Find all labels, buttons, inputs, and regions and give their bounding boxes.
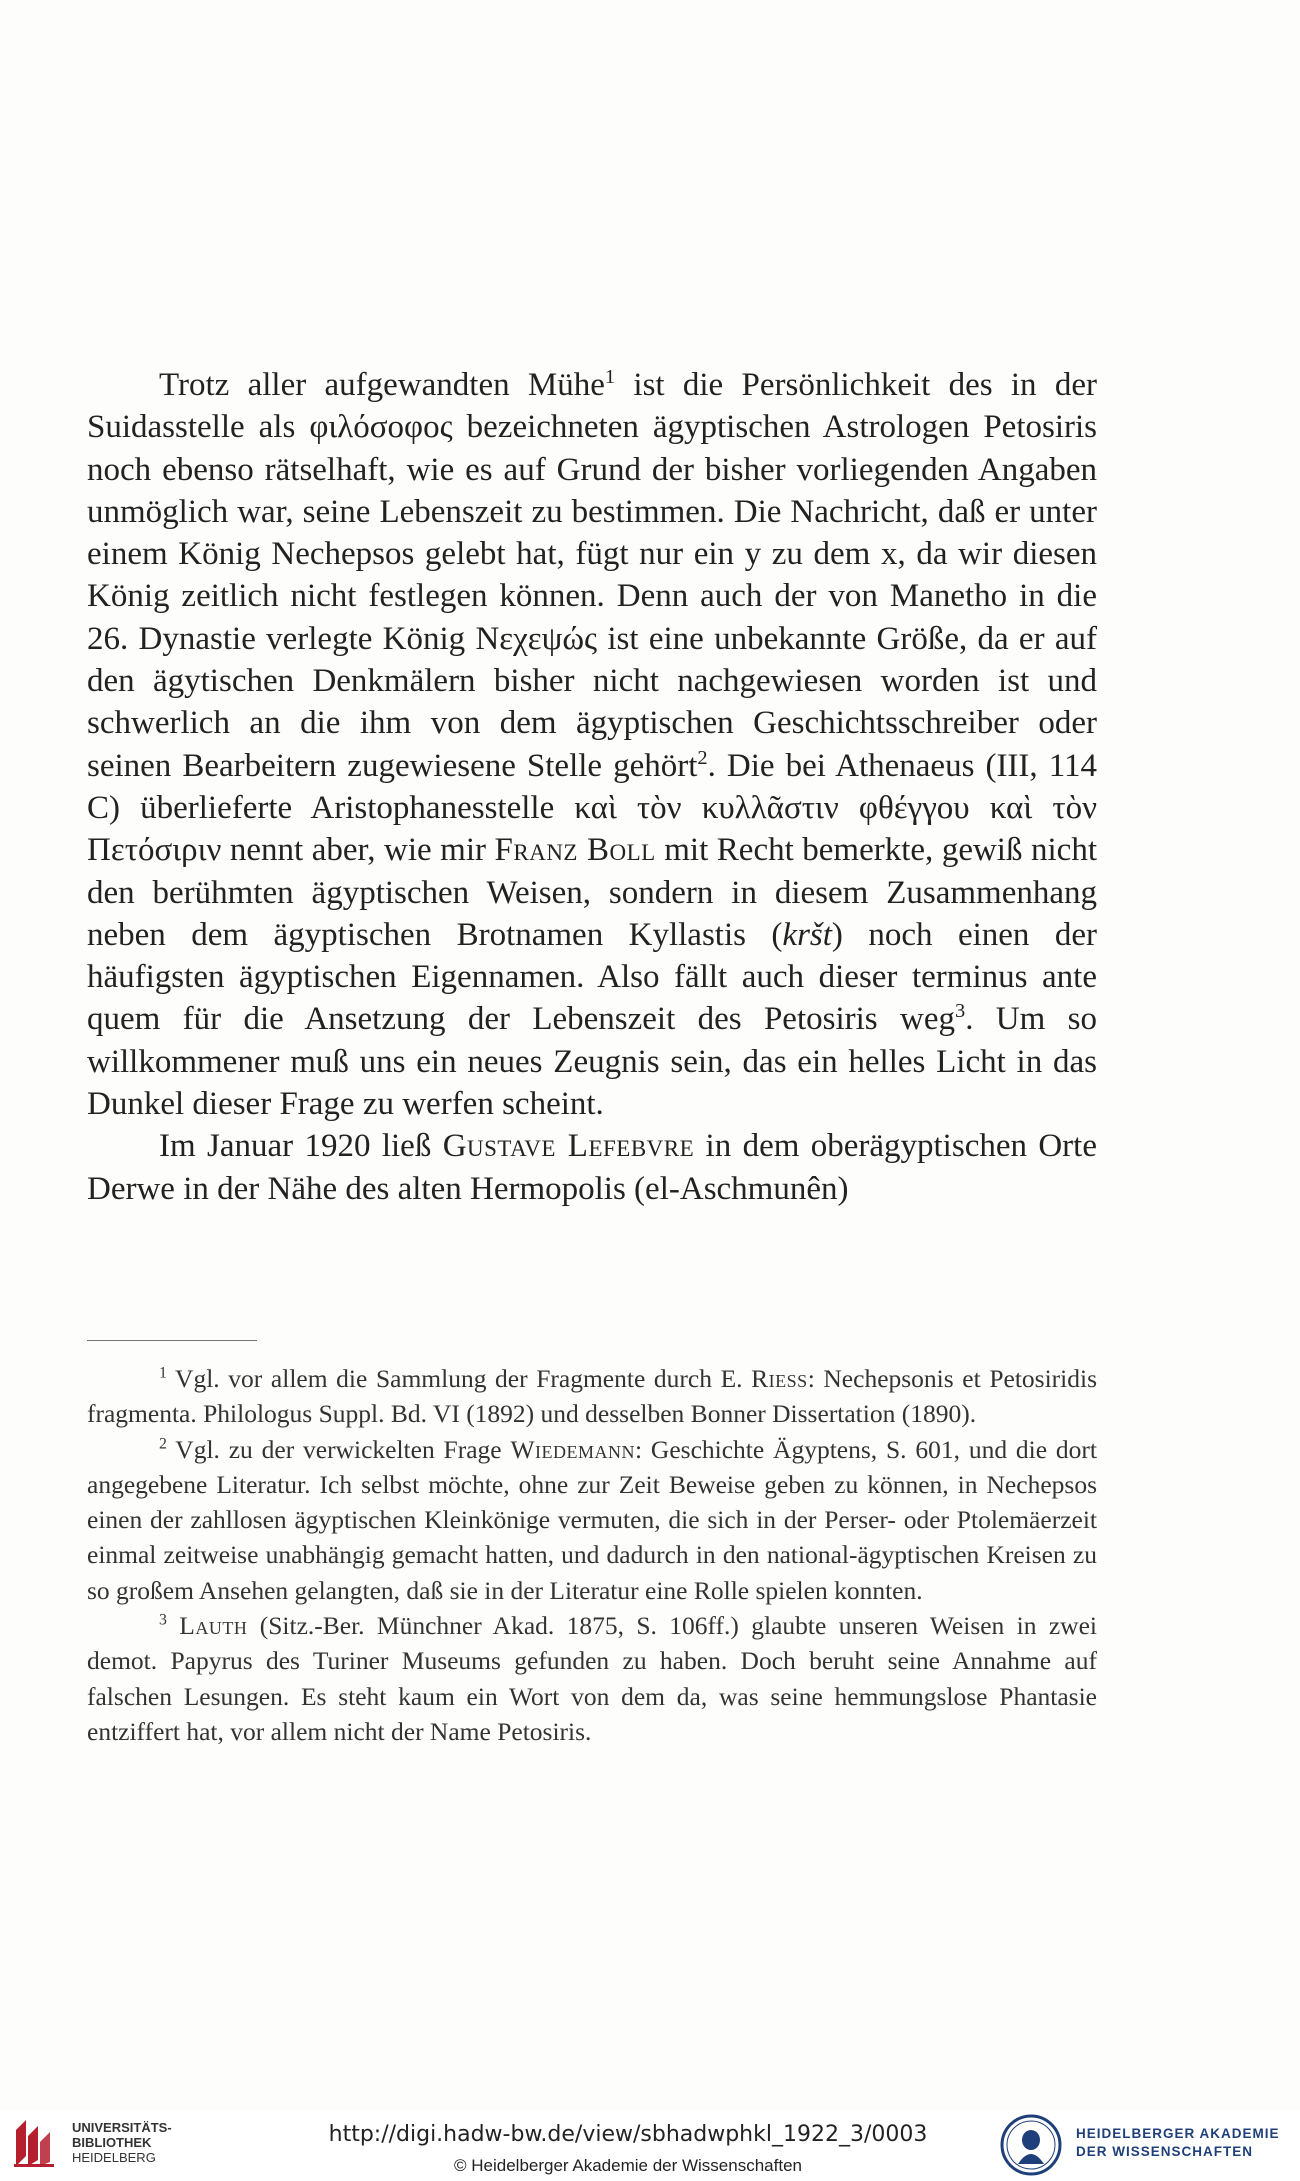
main-text	[87, 364, 1097, 1210]
footnote	[87, 1608, 1097, 1749]
text-run: : Nechepsonis et Petosiridis fragmenta. Philologus Suppl. Bd. VI (1892) und desselben Bonner Dissertation (1890).	[87, 1364, 1098, 1429]
text-run: in dem oberägyptischen Orte Derwe in der Nähe des alten Hermopolis (el-Aschmunên)	[87, 1128, 1097, 1207]
paragraph	[87, 364, 1097, 1125]
footnotes	[87, 1361, 1097, 1749]
author-name: Riess	[751, 1364, 808, 1393]
text-run: Vgl. vor allem die Sammlung der Fragmente durch E.	[166, 1364, 752, 1393]
copyright-notice: © Heidelberger Akademie der Wissenschaften	[454, 2156, 802, 2175]
text-run: Trotz aller aufgewandten Mühe	[159, 367, 605, 403]
academy-name	[1076, 2125, 1280, 2161]
author-name: Lauth	[179, 1611, 248, 1641]
viewer-footer	[0, 2110, 1300, 2181]
text-run: Vgl. zu der verwickelten Frage	[166, 1434, 511, 1464]
footnote-ref: 3	[954, 1000, 966, 1023]
footnote-ref: 3	[159, 1611, 167, 1629]
footnote-ref: 2	[159, 1435, 167, 1453]
library-name	[72, 2120, 172, 2165]
academy-seal-icon[interactable]	[1000, 2114, 1062, 2176]
text-run: (Sitz.-Ber. Münchner Akad. 1875, S. 106ff.) glaubte unseren Weisen in zwei demot. Papyrus des Turiner Museums gefunden zu haben. Doch beruht seine Annahme auf falschen Lesungen. Es steht kaum ein Wort von dem da, was seine hemmungslose Phantasie entziffert hat, vor allem nicht der Name Petosiris.	[87, 1611, 1098, 1746]
text-run: ) noch einen der häufigsten ägyptischen Eigennamen. Also fällt auch dieser terminus ante quem für die Ansetzung der Lebenszeit des Petosiris weg	[87, 916, 1097, 1038]
transliteration: kršt	[782, 916, 832, 953]
author-name: Franz Boll	[494, 832, 656, 869]
author-name: Wiedemann	[510, 1434, 636, 1464]
academy-name-line: HEIDELBERGER AKADEMIE	[1076, 2126, 1280, 2141]
footnote	[87, 1361, 1097, 1432]
permalink-url[interactable]: http://digi.hadw-bw.de/view/sbhadwphkl_1922_3/0003	[328, 2122, 928, 2147]
text-run: ist die Persönlichkeit des in der Suidasstelle als φιλόσοφος bezeichneten ägyptischen Astrologen Petosiris noch ebenso rätselhaft, wie es auf Grund der bisher vorliegenden Angaben unmöglich war, seine Lebenszeit zu bestimmen. Die Nachricht, daß er unter einem König Nechepsos gelebt hat, fügt nur ein y zu dem x, da wir diesen König zeitlich nicht festlegen können. Denn auch der von Manetho in die 26. Dynastie verlegte König Νεχεψώς ist eine unbekannte Größe, da er auf den ägytischen Denkmälern bisher nicht nachgewiesen worden ist und schwerlich an die ihm von dem ägyptischen Geschichtsschreiber oder seinen Bearbeitern zugewiesene Stelle gehört	[87, 367, 1097, 784]
footnote	[87, 1432, 1097, 1608]
footnote-ref: 1	[604, 366, 616, 388]
text-run	[167, 1611, 179, 1640]
library-name-line: HEIDELBERG	[72, 2150, 156, 2165]
text-run: . Um so willkommener muß uns ein neues Zeugnis sein, das ein helles Licht in das Dunkel dieser Frage zu werfen scheint.	[87, 1001, 1098, 1123]
text-run: : Geschichte Ägyptens, S. 601, und die dort angegebene Literatur. Ich selbst möchte, ohne zur Zeit Beweise geben zu können, in Nechepsos einen der zahllosen ägyptischen Kleinkönige vermuten, die sich in der Perser- oder Ptolemäerzeit einmal zeitweise unabhängig gemacht hatten, und dadurch in den national-ägyptischen Kreisen zu so großem Ansehen gelangten, daß sie in der Literatur eine Rolle spielen konnten.	[87, 1434, 1097, 1605]
text-run: . Die bei Athenaeus (III, 114 C) überlieferte Aristophanesstelle καὶ τὸν κυλλᾶστιν φθέγγου καὶ τὸν Πετόσιριν nennt aber, wie mir	[87, 747, 1097, 869]
academy-name-line: DER WISSENSCHAFTEN	[1076, 2144, 1254, 2159]
paragraph	[87, 1125, 1097, 1210]
text-run: Im Januar 1920 ließ	[159, 1128, 443, 1165]
author-name: Gustave Lefebvre	[442, 1128, 695, 1165]
footnote-ref: 2	[697, 746, 708, 769]
library-name-line: BIBLIOTHEK	[72, 2135, 152, 2150]
footnote-separator	[87, 1340, 257, 1341]
library-name-line: UNIVERSITÄTS-	[72, 2120, 172, 2135]
text-run: mit Recht bemerkte, gewiß nicht den berühmten ägyptischen Weisen, sondern in diesem Zusammenhang neben dem ägyptischen Brotnamen Kyllastis (	[87, 832, 1097, 953]
university-library-logo-icon[interactable]	[12, 2116, 58, 2168]
footnote-ref: 1	[159, 1364, 167, 1382]
